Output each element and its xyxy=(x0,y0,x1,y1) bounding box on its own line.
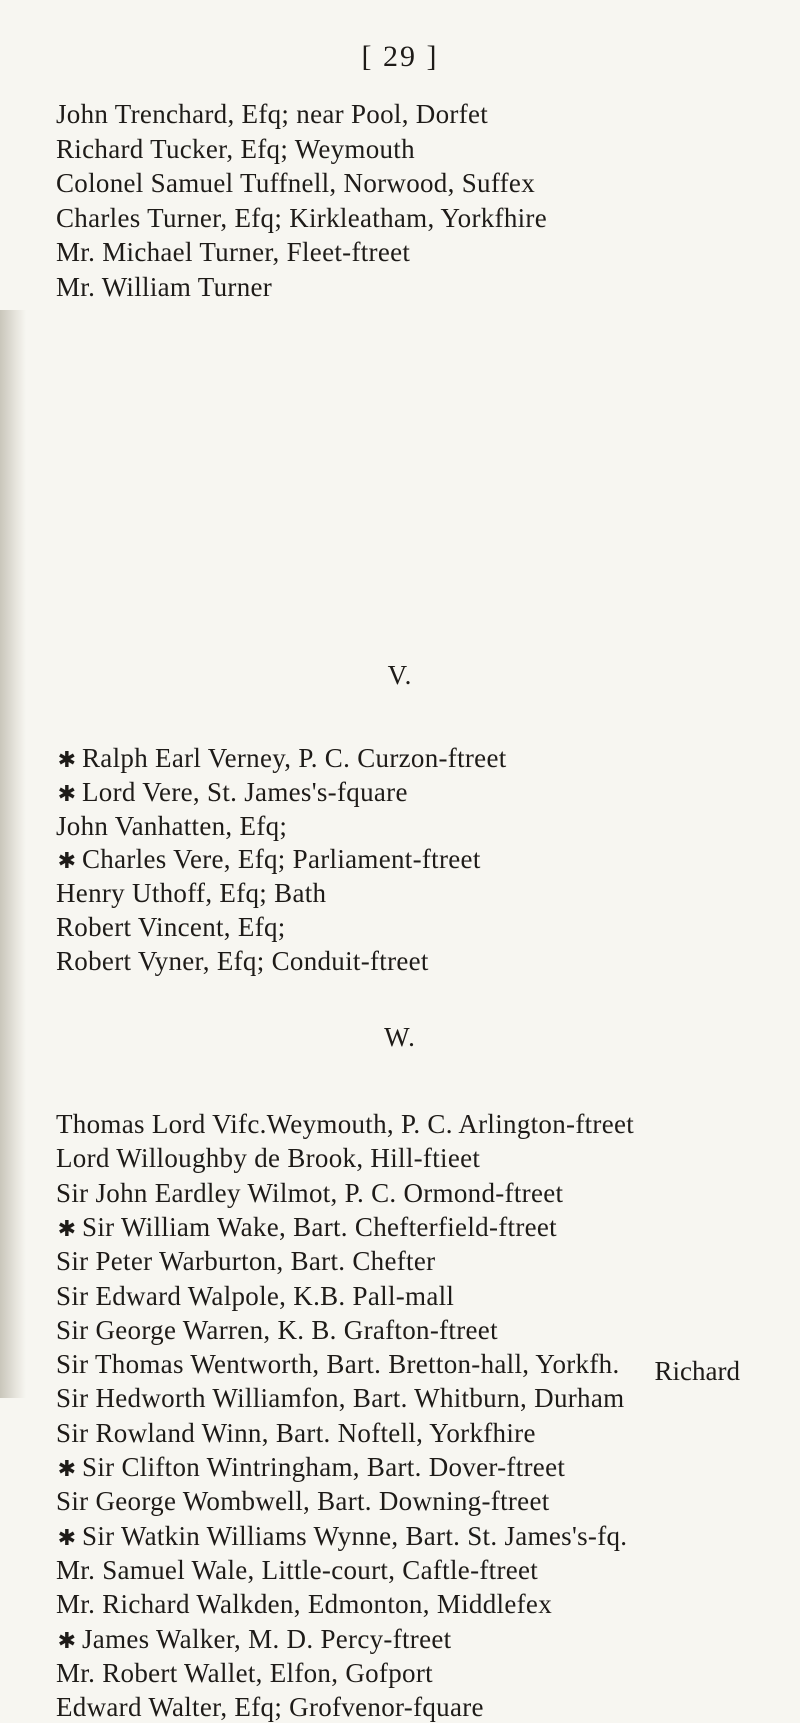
list-item xyxy=(56,1554,538,1586)
list-item-text: Mr. William Turner xyxy=(56,271,273,302)
list-item-text: Sir Hedworth Williamfon, Bart. Whitburn, Durham xyxy=(56,1383,625,1414)
list-item xyxy=(56,1451,565,1485)
list-item-text: Sir John Eardley Wilmot, P. C. Ormond-ftreet xyxy=(56,1177,564,1208)
catchword: Richard xyxy=(654,1356,740,1386)
list-item-text: Mr. Samuel Wale, Little-court, Caftle-ftreet xyxy=(56,1554,539,1585)
asterisk-icon: ✱ xyxy=(57,1627,77,1653)
list-item xyxy=(56,776,408,810)
list-item xyxy=(56,1177,563,1209)
list-item-text: Colonel Samuel Tuffnell, Norwood, Suffex xyxy=(56,168,536,198)
list-item-text: James Walker, M. D. Percy-ftreet xyxy=(82,1623,452,1654)
list-item xyxy=(56,98,488,130)
list-item xyxy=(56,1691,484,1723)
list-item xyxy=(56,1280,454,1312)
list-item xyxy=(56,911,286,943)
list-item xyxy=(56,1623,451,1657)
list-item xyxy=(56,1657,433,1689)
list-item xyxy=(56,1520,627,1554)
asterisk-icon: ✱ xyxy=(57,780,77,806)
list-item xyxy=(56,271,272,303)
list-item-text: Sir Thomas Wentworth, Bart. Bretton-hall, Yorkfh. xyxy=(56,1349,620,1380)
list-item xyxy=(56,1108,634,1140)
list-item-text: Thomas Lord Vifc.Weymouth, P. C. Arlington-ftreet xyxy=(56,1109,635,1139)
list-item xyxy=(56,1588,552,1620)
list-item xyxy=(56,742,507,776)
list-item xyxy=(56,1382,624,1414)
list-item xyxy=(56,1245,435,1277)
list-item xyxy=(56,843,481,877)
asterisk-icon: ✱ xyxy=(57,1524,77,1550)
list-item-text: Sir Clifton Wintringham, Bart. Dover-ftreet xyxy=(82,1452,566,1482)
list-item-text: Mr. Robert Wallet, Elfon, Gofport xyxy=(56,1657,433,1688)
list-item xyxy=(56,133,415,165)
list-item xyxy=(56,1142,480,1174)
list-item xyxy=(56,1211,557,1245)
page-number: [ 29 ] xyxy=(361,40,439,73)
list-item-text: Sir George Wombwell, Bart. Downing-ftreet xyxy=(56,1486,550,1517)
list-item xyxy=(56,1314,498,1346)
list-item-text: Sir George Warren, K. B. Grafton-ftreet xyxy=(56,1314,498,1345)
list-item-text: Henry Uthoff, Efq; Bath xyxy=(56,878,327,909)
list-item-text: Mr. Michael Turner, Fleet-ftreet xyxy=(56,237,411,267)
asterisk-icon: ✱ xyxy=(57,1215,77,1241)
list-item-text: John Trenchard, Efq; near Pool, Dorfet xyxy=(56,99,489,129)
asterisk-icon: ✱ xyxy=(57,747,77,772)
list-item xyxy=(56,167,535,199)
page-gutter-shadow xyxy=(0,310,26,1398)
list-item-text: Lord Willoughby de Brook, Hill-ftieet xyxy=(56,1143,481,1174)
list-item xyxy=(56,1485,550,1517)
section-w-heading: W. xyxy=(384,1022,416,1052)
list-item-text: Richard Tucker, Efq; Weymouth xyxy=(56,133,415,164)
list-item xyxy=(56,1417,536,1449)
list-item-text: Charles Turner, Efq; Kirkleatham, Yorkfhire xyxy=(56,202,548,233)
asterisk-icon: ✱ xyxy=(57,1456,77,1481)
list-item-text: Sir William Wake, Bart. Chefterfield-ftreet xyxy=(82,1211,557,1242)
list-item xyxy=(56,1348,620,1380)
list-item xyxy=(56,236,410,268)
list-item xyxy=(56,810,287,842)
asterisk-icon: ✱ xyxy=(57,848,77,874)
list-item-text: Edward Walter, Efq; Grofvenor-fquare xyxy=(56,1692,484,1723)
list-item-text: Robert Vincent, Efq; xyxy=(56,912,286,942)
list-item xyxy=(56,202,547,234)
list-item-text: Sir Peter Warburton, Bart. Chefter xyxy=(56,1246,436,1277)
list-item-text: Sir Edward Walpole, K.B. Pall-mall xyxy=(56,1280,455,1311)
list-item-text: Sir Watkin Williams Wynne, Bart. St. James's-fq. xyxy=(82,1520,628,1551)
list-item-text: Mr. Richard Walkden, Edmonton, Middlefex xyxy=(56,1589,552,1620)
list-item-text: Sir Rowland Winn, Bart. Noftell, Yorkfhire xyxy=(56,1417,536,1448)
list-item-text: Ralph Earl Verney, P. C. Curzon-ftreet xyxy=(82,743,507,773)
list-item-text: John Vanhatten, Efq; xyxy=(56,810,288,841)
list-item xyxy=(56,877,326,909)
section-v-heading: V. xyxy=(387,660,413,690)
list-item-text: Lord Vere, St. James's-fquare xyxy=(82,776,408,807)
list-item-text: Charles Vere, Efq; Parliament-ftreet xyxy=(82,844,481,875)
list-item-text: Robert Vyner, Efq; Conduit-ftreet xyxy=(56,945,429,976)
list-item xyxy=(56,945,429,977)
